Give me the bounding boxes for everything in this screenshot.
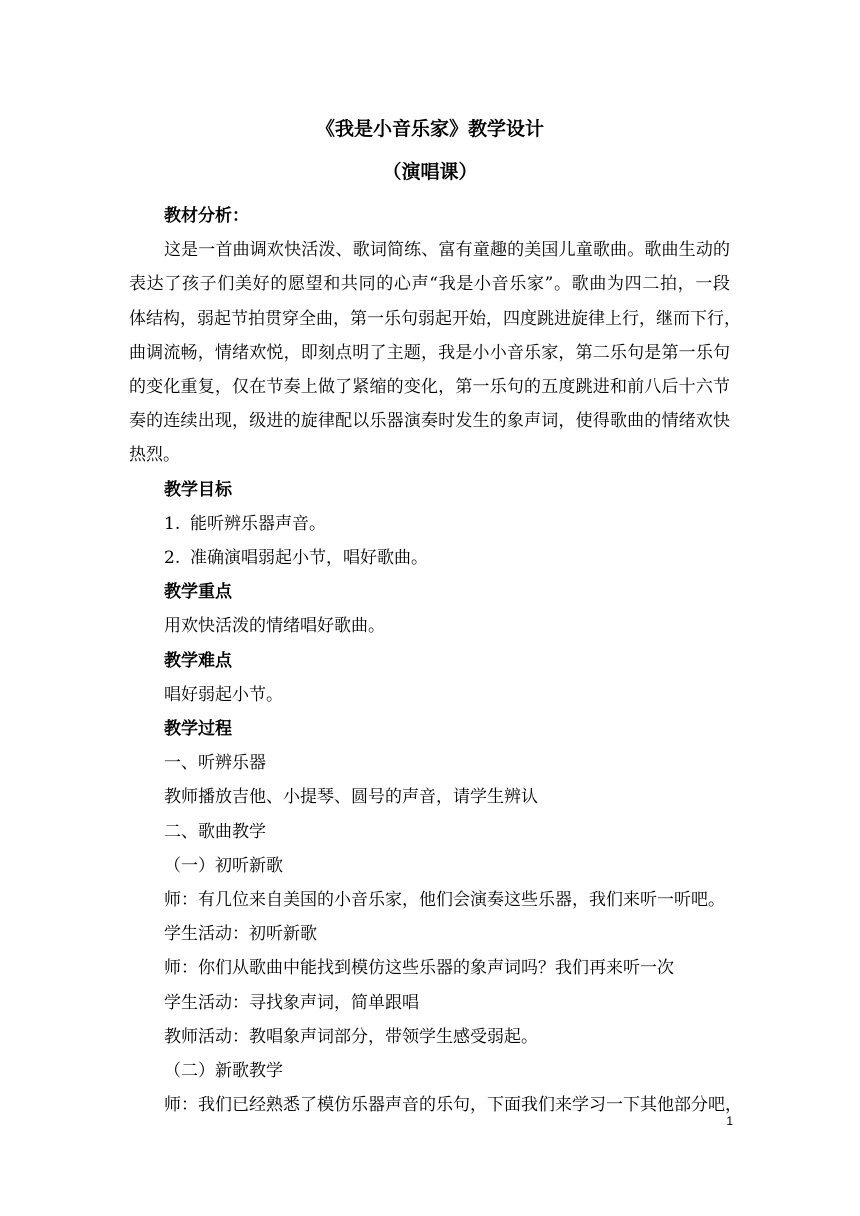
process-line: 师：我们已经熟悉了模仿乐器声音的乐句，下面我们来学习一下其他部分吧， xyxy=(164,1095,742,1116)
goal-text: 准确演唱弱起小节，唱好歌曲。 xyxy=(190,548,428,569)
analysis-line: 曲调流畅，情绪欢悦，即刻点明了主题，我是小小音乐家，第二乐句是第一乐句 xyxy=(129,342,730,363)
goal-item xyxy=(164,507,730,541)
goal-text: 能听辨乐器声音。 xyxy=(190,513,326,534)
page-number: 1 xyxy=(726,1114,733,1128)
document-body xyxy=(129,199,742,1122)
difficulty-text: 唱好弱起小节。 xyxy=(164,684,283,705)
process-line: （一）初听新歌 xyxy=(164,855,283,876)
process-line: （二）新歌教学 xyxy=(164,1061,283,1082)
process-line: 学生活动：寻找象声词，简单跟唱 xyxy=(164,992,419,1013)
goal-item xyxy=(164,541,730,575)
process-line: 师：你们从歌曲中能找到模仿这些乐器的象声词吗？我们再来听一次 xyxy=(164,958,674,979)
document-subtitle: （演唱课） xyxy=(382,161,478,183)
goals-heading: 教学目标 xyxy=(164,479,232,500)
process-line: 二、歌曲教学 xyxy=(164,821,266,842)
analysis-line: 表达了孩子们美好的愿望和共同的心声“我是小音乐家”。歌曲为四二拍，一段 xyxy=(129,274,730,295)
analysis-line: 体结构，弱起节拍贯穿全曲，第一乐句弱起开始，四度跳进旋律上行，继而下行， xyxy=(129,308,741,329)
goal-number: 2. xyxy=(164,548,181,569)
difficulty-heading: 教学难点 xyxy=(164,650,232,671)
analysis-heading: 教材分析： xyxy=(164,206,249,226)
analysis-line: 的变化重复，仅在节奏上做了紧缩的变化，第一乐句的五度跳进和前八后十六节 xyxy=(129,377,730,398)
process-line: 一、听辨乐器 xyxy=(164,753,266,774)
analysis-line: 奏的连续出现，级进的旋律配以乐器演奏时发生的象声词，使得歌曲的情绪欢快 xyxy=(129,411,730,432)
analysis-paragraph xyxy=(129,233,741,472)
process-line: 教师活动：教唱象声词部分，带领学生感受弱起。 xyxy=(164,1026,538,1047)
process-line: 师：有几位来自美国的小音乐家，他们会演奏这些乐器，我们来听一听吧。 xyxy=(164,890,725,911)
goal-number: 1. xyxy=(164,513,181,534)
document-title: 《我是小音乐家》教学设计 xyxy=(315,118,544,140)
analysis-line: 热烈。 xyxy=(129,445,180,466)
key-text: 用欢快活泼的情绪唱好歌曲。 xyxy=(164,616,385,637)
process-line: 学生活动：初听新歌 xyxy=(164,924,317,945)
process-line: 教师播放吉他、小提琴、圆号的声音，请学生辨认 xyxy=(164,787,538,808)
process-heading: 教学过程 xyxy=(164,719,232,740)
analysis-line: 这是一首曲调欢快活泼、歌词简练、富有童趣的美国儿童歌曲。歌曲生动的 xyxy=(164,240,730,261)
key-heading: 教学重点 xyxy=(164,582,232,603)
